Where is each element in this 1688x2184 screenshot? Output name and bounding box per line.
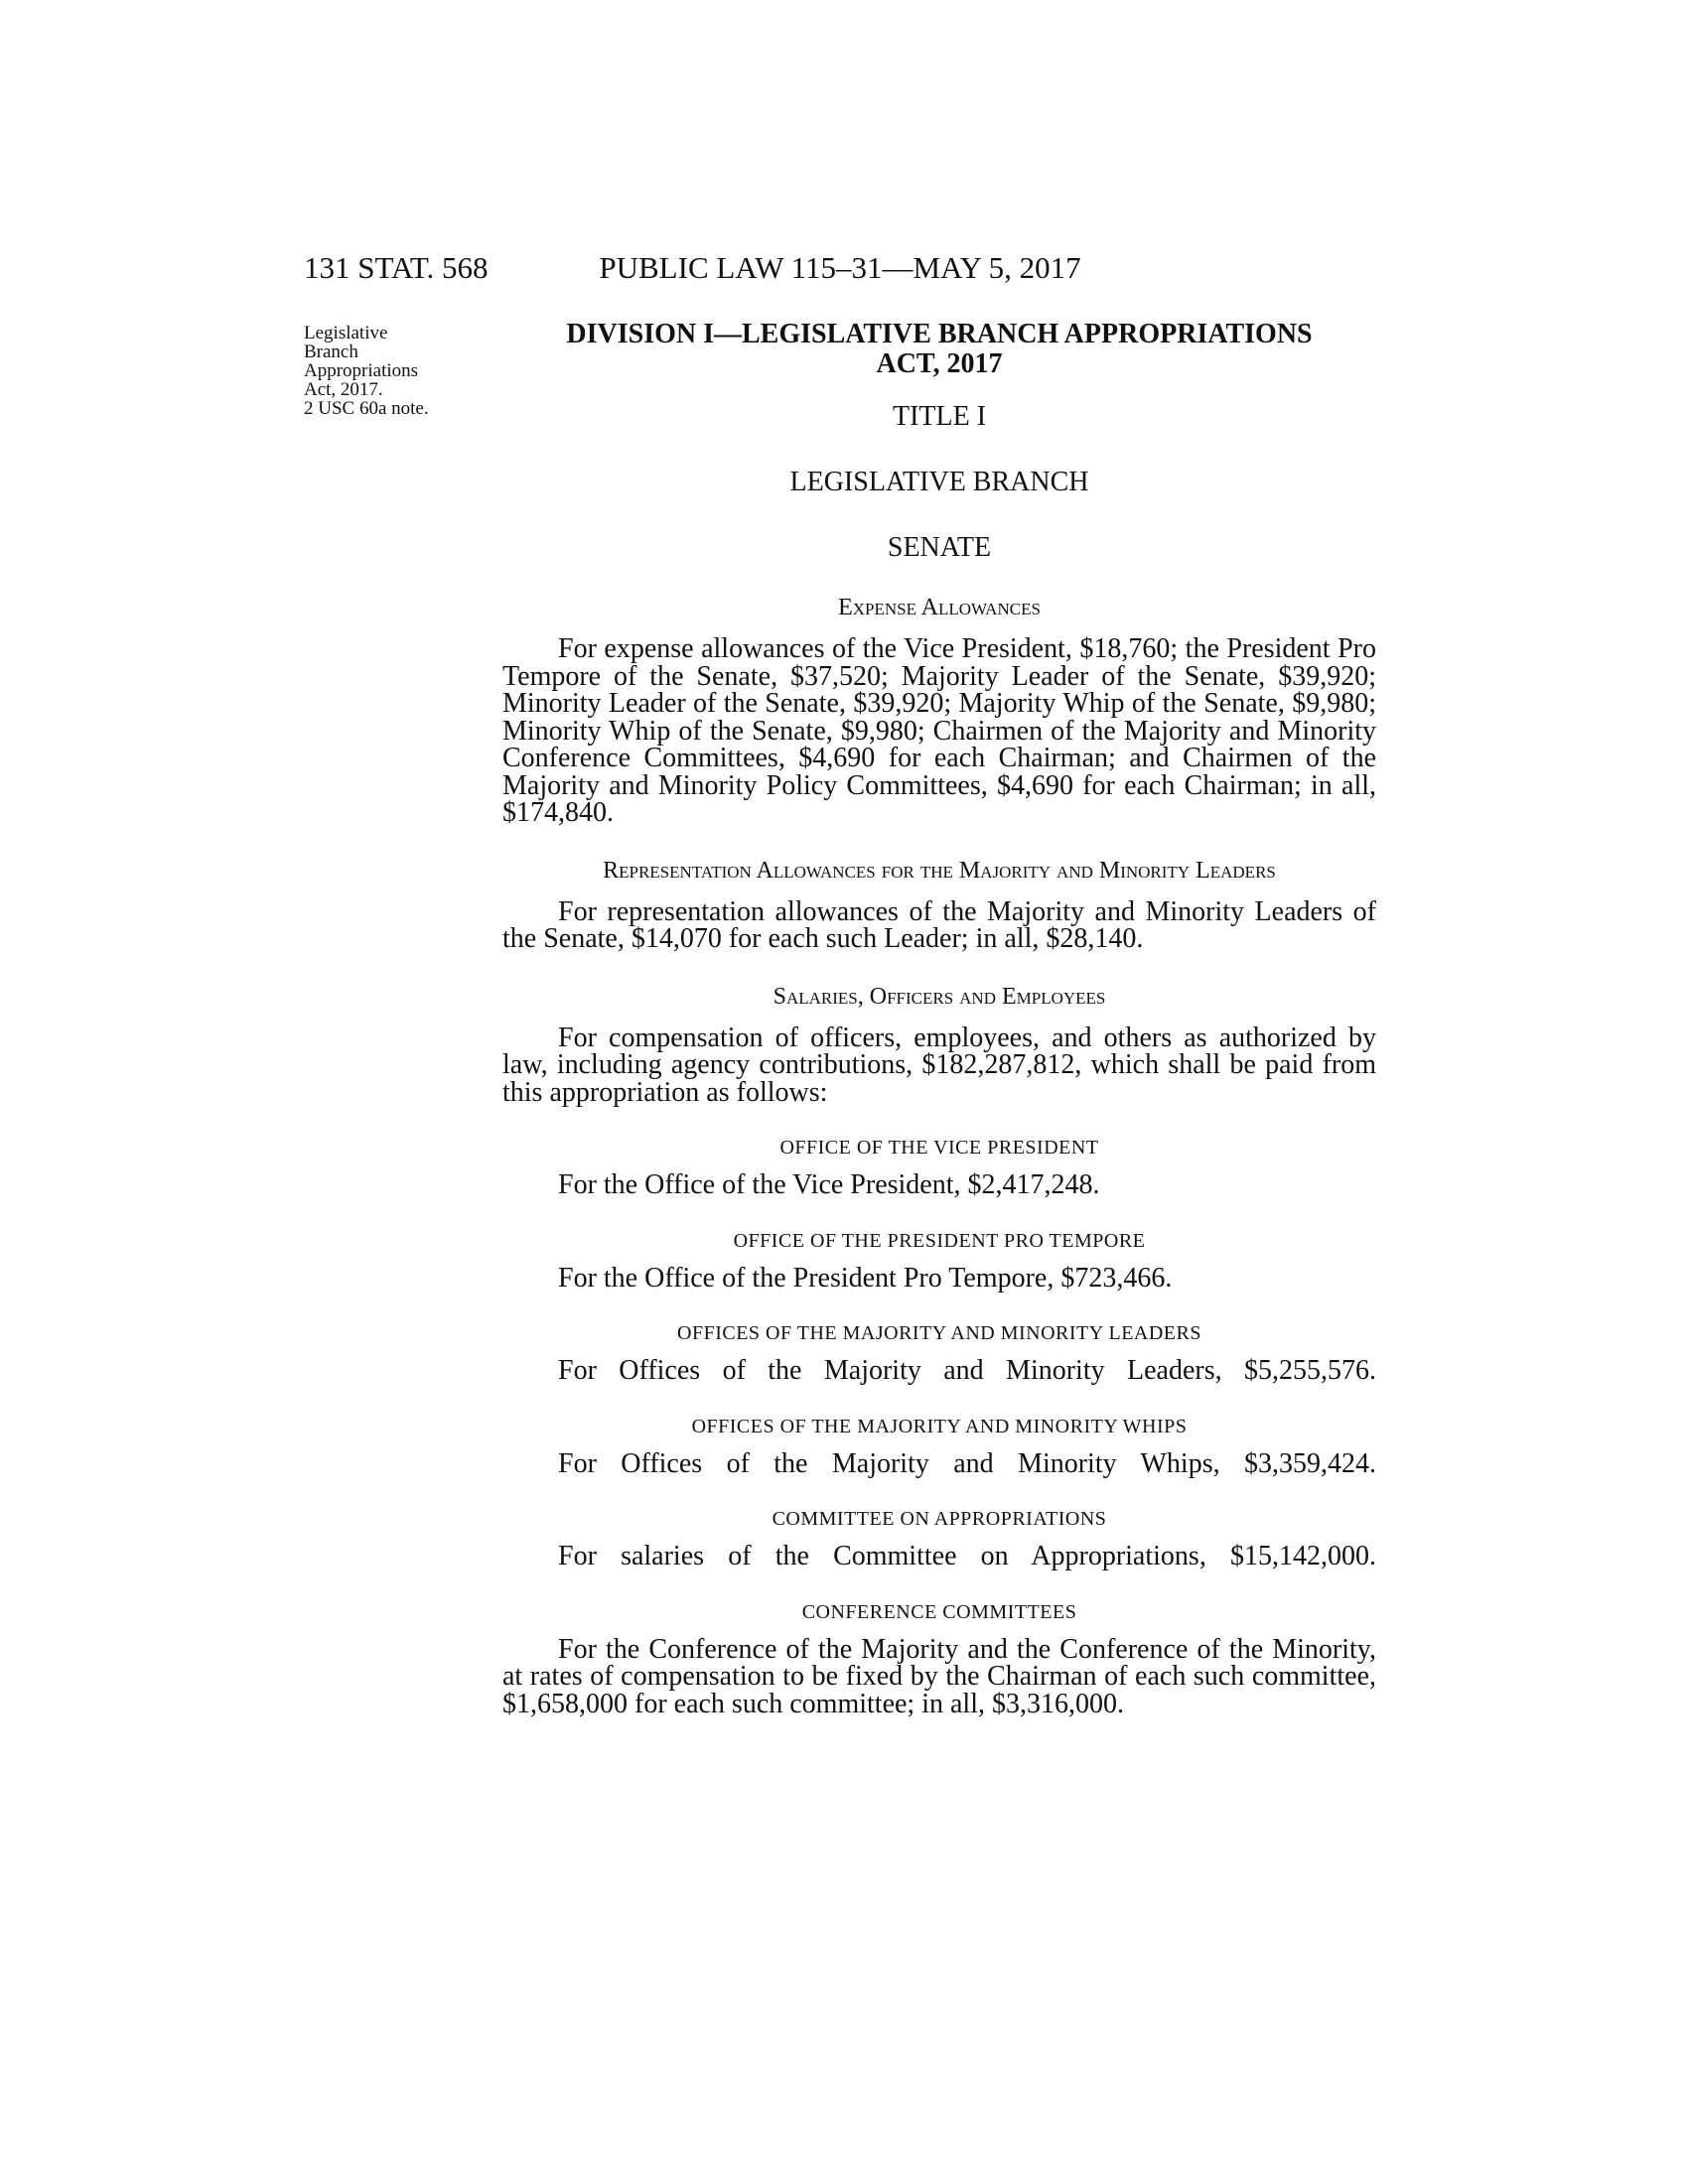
margin-note-line: Act, 2017. [304,379,383,400]
public-law-heading: PUBLIC LAW 115–31—MAY 5, 2017 [599,250,1081,285]
statute-page-number: 131 STAT. 568 [304,250,489,285]
representation-allowances-heading: Representation Allowances for the Majority and Minority Leaders [603,857,1276,884]
margin-note-line: Branch [304,341,358,362]
vice-president-office-heading: OFFICE OF THE VICE PRESIDENT [779,1137,1099,1159]
leaders-offices-text: For Offices of the Majority and Minority Leaders, $5,255,576. [558,1355,1376,1386]
representation-allowances-text: For representation allowances of the Majority and Minority Leaders of the Senate, $14,070 for each such Leader; in all, $28,140. [502,895,1376,954]
president-pro-tempore-heading: OFFICE OF THE PRESIDENT PRO TEMPORE [733,1229,1146,1252]
expense-allowances-text: For expense allowances of the Vice President, $18,760; the President Pro Tempore of the Senate, $37,520; Majority Leader of the Senate, $39,920; Minority Leader of the Senate, $39,920; Majority Whip of the Senate, $9,980; Minority Whip of the Senate, $9,980; Chairmen of the Majority and Minority Conference Committees, $4,690 for each Chairman; and Chairmen of the Majority and Minority Policy Committees, $4,690 for each Chairman; in all, $174,840. [502,633,1376,828]
salaries-heading: Salaries, Officers and Employees [773,983,1106,1010]
president-pro-tempore-text: For the Office of the President Pro Tempore, $723,466. [558,1262,1173,1294]
margin-note-line: Appropriations [304,360,419,381]
vice-president-office-text: For the Office of the Vice President, $2,417,248. [558,1169,1100,1200]
division-heading [502,320,1376,379]
salaries-text: For compensation of officers, employees, and others as authorized by law, including agency contributions, $182,287,812, which shall be paid from this appropriation as follows: [502,1022,1376,1108]
whips-offices-heading: OFFICES OF THE MAJORITY AND MINORITY WHIPS [691,1415,1188,1437]
appropriations-committee-text: For salaries of the Committee on Appropriations, $15,142,000. [558,1541,1376,1571]
document-body [502,320,1376,1747]
conference-committees-text: For the Conference of the Majority and the Conference of the Minority, at rates of compensation to be fixed by the Chairman of each such committee, $1,658,000 for each such committee; in all, $3,316,000. [502,1633,1376,1719]
whips-offices-text: For Offices of the Majority and Minority Whips, $3,359,424. [558,1447,1376,1479]
expense-allowances-heading: Expense Allowances [838,595,1041,620]
appropriations-committee-heading: COMMITTEE ON APPROPRIATIONS [772,1508,1107,1530]
conference-committees-heading: CONFERENCE COMMITTEES [801,1600,1077,1623]
margin-note-line: 2 USC 60a note. [304,398,429,419]
leaders-offices-heading: OFFICES OF THE MAJORITY AND MINORITY LEADERS [677,1322,1201,1344]
margin-note [304,324,483,418]
branch-heading: LEGISLATIVE BRANCH [789,467,1089,497]
senate-heading: SENATE [887,532,992,563]
margin-note-line: Legislative [304,323,388,343]
division-line-1: DIVISION I—LEGISLATIVE BRANCH APPROPRIATIONS [566,319,1313,349]
division-line-2: ACT, 2017 [876,348,1003,379]
title-heading: TITLE I [892,401,987,432]
